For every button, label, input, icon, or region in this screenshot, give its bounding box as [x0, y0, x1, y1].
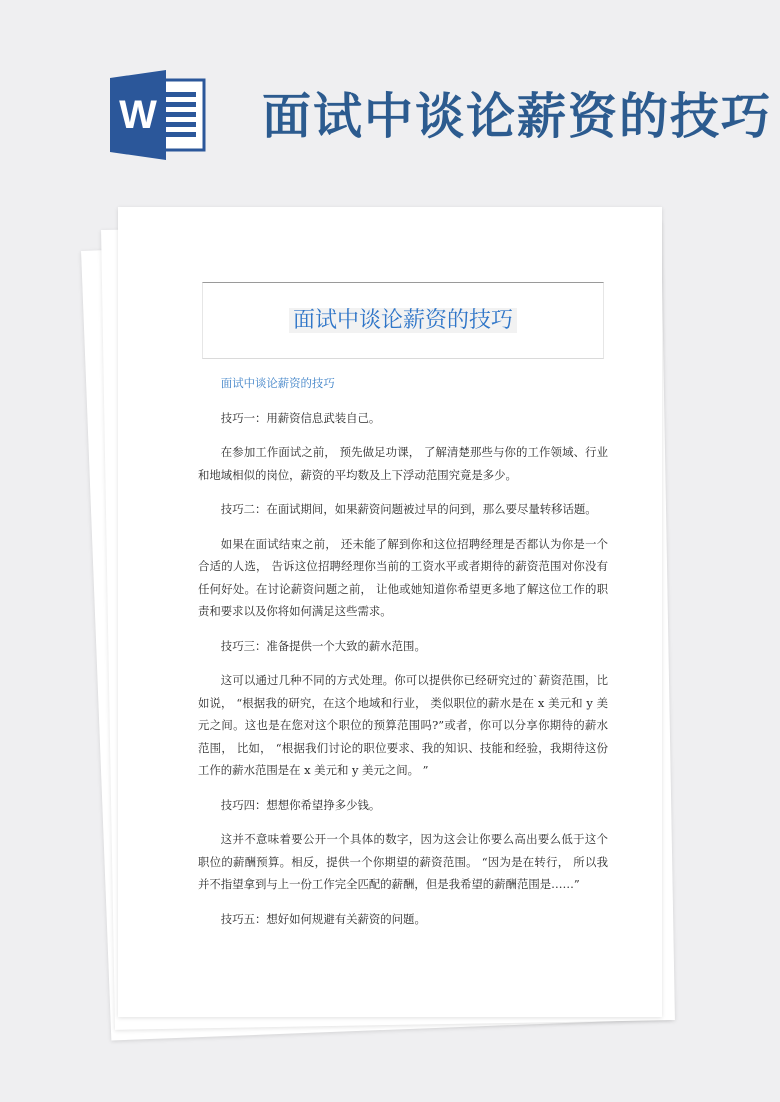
document-title-box — [202, 282, 604, 359]
tip-heading: 技巧四：想想你希望挣多少钱。 — [220, 797, 381, 812]
banner-title: 面试中谈论薪资的技巧 — [262, 88, 773, 145]
body-paragraph: 在参加工作面试之前， 预先做足功课， 了解清楚那些与你的工作领域、行业和地域相似的岗位，薪资的平均数及上下浮动范围究竟是多少。 — [198, 445, 608, 482]
document-title-text: 面试中谈论薪资的技巧 — [289, 308, 517, 333]
document-body — [198, 372, 608, 942]
word-icon — [110, 70, 208, 160]
tip-heading: 技巧三：准备提供一个大致的薪水范围。 — [220, 638, 426, 653]
body-paragraph: 这可以通过几种不同的方式处理。你可以提供你已经研究过的`薪资范围，比如说， “根据我的研究，在这个地域和行业， 类似职位的薪水是在 x 美元和 y 美元之间。这也是在您对这个职位的预算范围吗?”或者，你可以分享你期待的薪水范围， 比如， “根据我们讨论的职位要求、我的知识、技能和经验，我期待这份工作的薪水范围是在 x 美元和 y 美元之间。 ” — [198, 673, 608, 777]
tip-heading: 技巧五：想好如何规避有关薪资的问题。 — [220, 911, 426, 926]
body-paragraph: 如果在面试结束之前， 还未能了解到你和这位招聘经理是否都认为你是一个合适的人选， 告诉这位招聘经理你当前的工资水平或者期待的薪资范围对你没有任何好处。在讨论薪资问题之前， 让他或她知道你希望更多地了解这位工作的职责和要求以及你将如何满足这些需求。 — [198, 536, 608, 618]
word-icon-letter: W — [119, 93, 157, 137]
tip-heading: 技巧一：用薪资信息武装自己。 — [220, 410, 381, 425]
body-paragraph: 这并不意味着要公开一个具体的数字，因为这会让你要么高出要么低于这个职位的薪酬预算。相反，提供一个你期望的薪资范围。 “因为是在转行， 所以我并不指望拿到与上一份工作完全匹配的薪酬，但是我希望的薪酬范围是……” — [198, 832, 608, 891]
document-title — [203, 303, 603, 334]
document-subheading: 面试中谈论薪资的技巧 — [220, 376, 335, 390]
document-page — [118, 207, 662, 1017]
tip-heading: 技巧二：在面试期间，如果薪资问题被过早的问到，那么要尽量转移话题。 — [220, 502, 597, 516]
